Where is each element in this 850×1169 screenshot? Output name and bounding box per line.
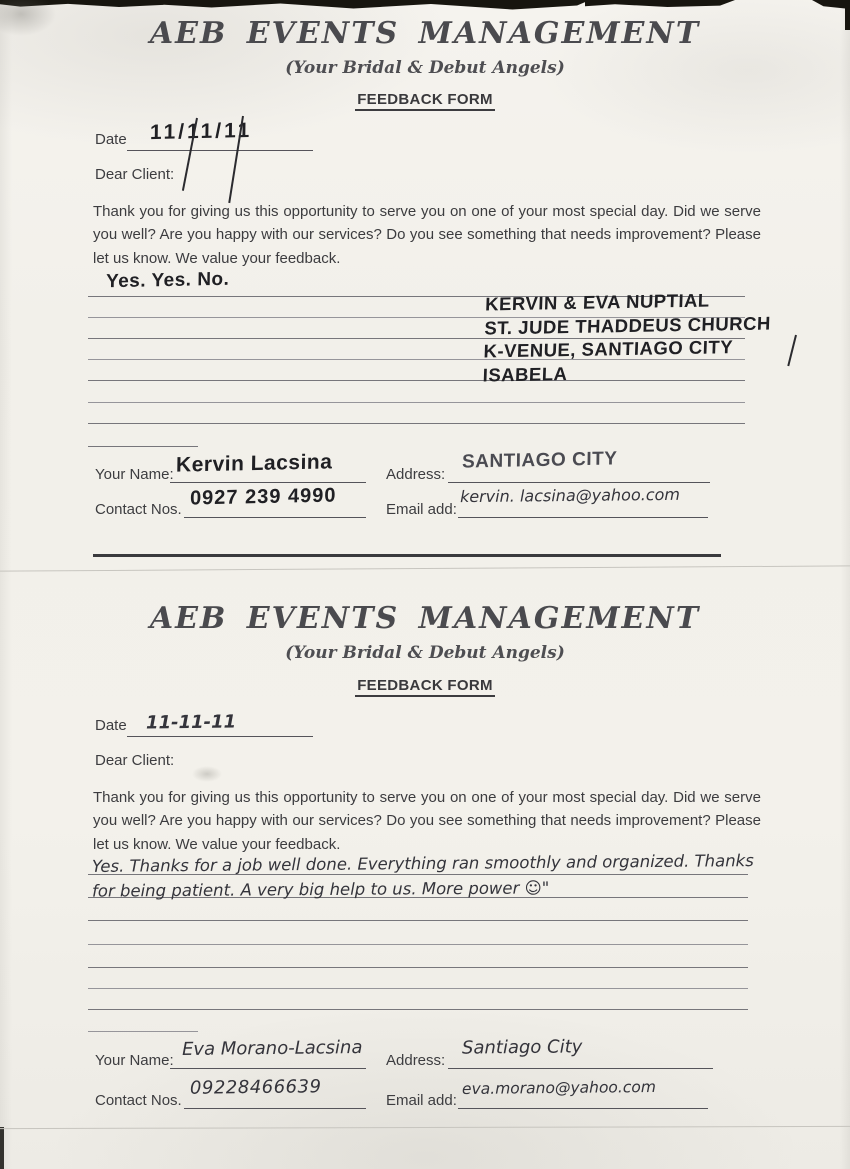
form-title: FEEDBACK FORM: [0, 91, 850, 111]
scan-edge-artifact: [585, 0, 735, 7]
company-title: AEB EVENTS MANAGEMENT: [149, 16, 701, 51]
handwritten-email: kervin. lacsina@yahoo.com: [459, 484, 681, 507]
handwritten-feedback: for being patient. A very big help to us. More power ☺": [91, 878, 550, 901]
handwritten-feedback: Yes. Thanks for a job well done. Everything ran smoothly and organized. Thanks: [91, 851, 754, 876]
ruled-line: [88, 944, 748, 945]
salutation: Dear Client:: [95, 752, 175, 769]
handwritten-address: SANTIAGO CITY: [461, 448, 618, 473]
address-label: Address:: [386, 1052, 446, 1069]
scan-edge-artifact: [0, 1127, 4, 1169]
ruled-line: [88, 1009, 748, 1010]
contact-label: Contact Nos.: [95, 1092, 182, 1109]
handwritten-contact: 0927 239 4990: [189, 484, 337, 510]
handwritten-name: Eva Morano-Lacsina: [181, 1037, 363, 1060]
salutation: Dear Client:: [95, 166, 175, 183]
ruled-line: [88, 920, 748, 921]
contact-label: Contact Nos.: [95, 501, 182, 518]
date-label: Date: [95, 717, 127, 734]
form-title: FEEDBACK FORM: [0, 677, 850, 697]
ruled-line: [88, 967, 748, 968]
handwritten-date: 11/11/11: [149, 118, 253, 145]
date-label: Date: [95, 131, 127, 148]
ruled-line: [88, 988, 748, 989]
handwritten-date: 11-11-11: [145, 711, 237, 734]
company-title: AEB EVENTS MANAGEMENT: [149, 601, 701, 636]
ruled-line-short: [88, 446, 198, 447]
paper-crease: [0, 565, 850, 571]
ruled-line: [88, 402, 745, 403]
handwritten-email: eva.morano@yahoo.com: [461, 1077, 656, 1099]
intro-paragraph: Thank you for giving us this opportunity to serve you on one of your most special day. Did we serve you well? Are you happy with our services? Do you see something that needs improvement? Please let us know. We value your feedback.: [93, 203, 761, 267]
handwritten-contact: 09228466639: [189, 1076, 322, 1099]
company-tagline: (Your Bridal & Debut Angels): [285, 643, 565, 663]
intro-paragraph: Thank you for giving us this opportunity to serve you on one of your most special day. Did we serve you well? Are you happy with our services? Do you see something that needs improvement? Please let us know. We value your feedback.: [93, 789, 761, 853]
ruled-line: [88, 423, 745, 424]
scan-smudge: [192, 766, 222, 782]
address-label: Address:: [386, 466, 446, 483]
your-name-label: Your Name:: [95, 466, 174, 483]
ruled-line-short: [88, 1031, 198, 1032]
handwritten-feedback: Yes. Yes. No.: [105, 268, 230, 293]
section-divider: [93, 554, 721, 557]
handwritten-address: Santiago City: [461, 1036, 583, 1059]
paper-crease: [0, 1126, 850, 1129]
handwritten-name: Kervin Lacsina: [175, 450, 333, 477]
your-name-label: Your Name:: [95, 1052, 174, 1069]
email-label: Email add:: [386, 501, 457, 518]
scan-edge-artifact: [160, 0, 590, 10]
pen-stroke: [787, 335, 797, 367]
handwritten-event-note: KERVIN & EVA NUPTIAL ST. JUDE THADDEUS CHURCH K-VENUE, SANTIAGO CITY ISABELA: [482, 289, 772, 386]
email-label: Email add:: [386, 1092, 457, 1109]
company-tagline: (Your Bridal & Debut Angels): [285, 58, 565, 78]
